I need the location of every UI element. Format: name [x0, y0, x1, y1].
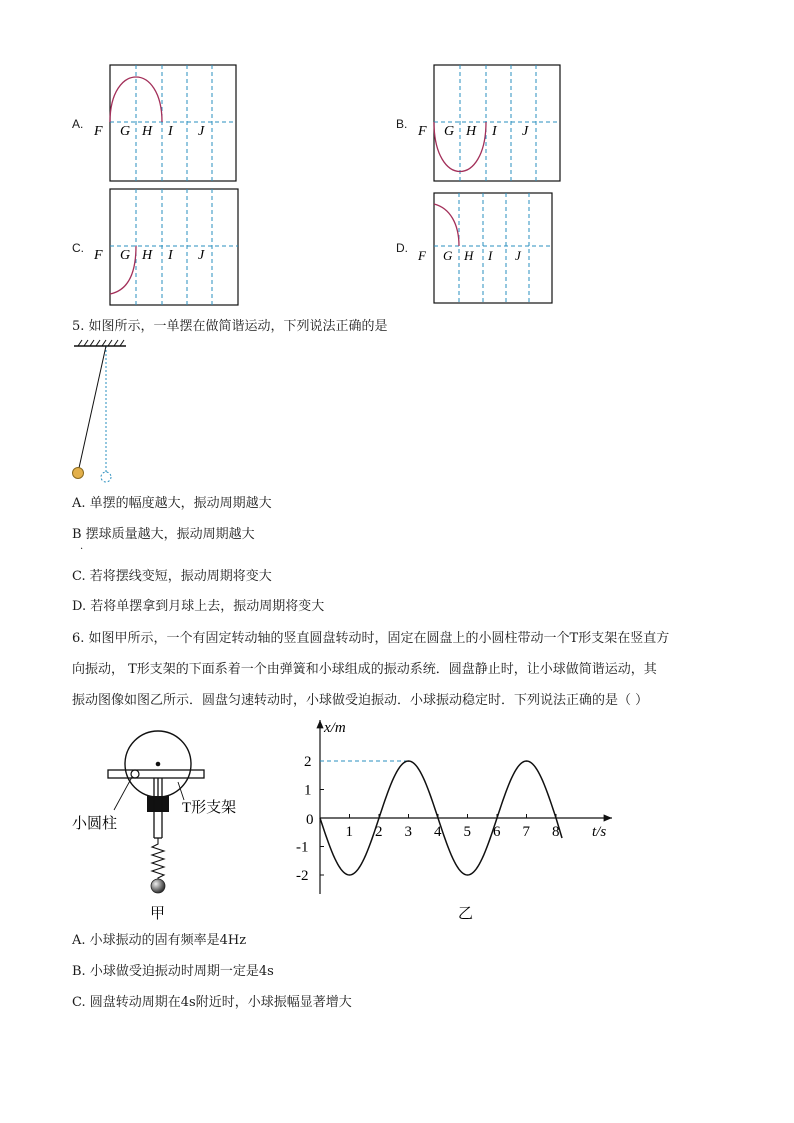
spring: [152, 838, 164, 880]
letter-i: I: [492, 124, 497, 139]
label-small-cylinder: 小圆柱: [72, 816, 118, 832]
q5-option-c: C. 若将摆线变短，振动周期将变大: [72, 569, 272, 584]
option-b-label: B.: [396, 117, 408, 131]
letter-j: J: [515, 248, 521, 263]
q5-option-d: D. 若将单摆拿到月球上去，振动周期将变大: [72, 599, 325, 614]
origin-label: 0: [306, 812, 314, 828]
caption-jia: 甲: [150, 906, 166, 922]
option-a-diagram: [88, 62, 240, 184]
y-tick-label: -2: [296, 868, 309, 884]
letter-f: F: [94, 248, 103, 263]
option-a-label: A.: [72, 117, 84, 131]
letter-i: I: [168, 248, 173, 263]
letter-j: J: [522, 124, 529, 139]
q6-option-a: A. 小球振动的固有频率是4Hz: [72, 933, 247, 948]
q5-option-b: B 摆球质量越大，振动周期越大: [72, 527, 255, 542]
ball: [151, 879, 165, 893]
x-tick-label: 3: [404, 824, 412, 840]
figure-yi-chart: [290, 714, 620, 926]
q5-option-a: A. 单摆的幅度越大，振动周期越大: [72, 496, 272, 511]
stray-mark: .: [80, 541, 84, 552]
letter-f: F: [418, 248, 426, 263]
y-tick-label: 1: [304, 782, 312, 799]
q5-stem: 5. 如图所示，一单摆在做简谐运动，下列说法正确的是: [72, 319, 388, 334]
y-tick-label: -1: [296, 839, 309, 856]
letter-i: I: [488, 248, 493, 263]
letter-h: H: [466, 124, 477, 139]
letter-g: G: [120, 124, 131, 139]
letter-f: F: [418, 124, 427, 139]
label-t-bracket: T形支架: [182, 800, 237, 816]
x-tick-label: 5: [463, 824, 471, 840]
figure-jia: [66, 724, 276, 924]
x-tick-label: 8: [552, 824, 560, 840]
guide-block: [147, 796, 169, 812]
x-tick-label: 2: [375, 824, 383, 840]
option-d-diagram: [412, 190, 556, 306]
letter-h: H: [142, 124, 153, 139]
letter-h: H: [142, 248, 153, 263]
letter-g: G: [444, 124, 455, 139]
y-tick-label: 2: [304, 754, 312, 770]
option-c-diagram: [88, 186, 242, 308]
x-axis-label: t/s: [592, 824, 607, 840]
disk-axis: [156, 762, 161, 767]
letter-j: J: [198, 124, 205, 139]
q6-stem-line-2: 向振动， T形支架的下面系着一个由弹簧和小球组成的振动系统．圆盘静止时，让小球做简谐运动，其: [72, 662, 657, 677]
x-tick-label: 7: [522, 824, 530, 840]
q6-stem-line-1: 6. 如图甲所示，一个有固定转动轴的竖直圆盘转动时，固定在圆盘上的小圆柱带动一个T形支架在竖直方: [72, 631, 670, 646]
letter-h: H: [464, 248, 474, 263]
letter-i: I: [168, 124, 173, 139]
option-d-label: D.: [396, 241, 408, 255]
x-tick-label: 4: [434, 824, 442, 840]
x-tick-label: 1: [345, 824, 353, 840]
q6-stem-line-3: 振动图像如图乙所示．圆盘匀速转动时，小球做受迫振动．小球振动稳定时．下列说法正确的是（ ）: [72, 693, 649, 708]
pendulum-diagram: [68, 338, 138, 486]
letter-f: F: [94, 124, 103, 139]
option-b-diagram: [412, 62, 564, 184]
q6-option-b: B. 小球做受迫振动时周期一定是4s: [72, 964, 274, 979]
letter-g: G: [443, 248, 453, 263]
q6-option-c: C. 圆盘转动周期在4s附近时，小球振幅显著增大: [72, 995, 352, 1010]
letter-j: J: [198, 248, 205, 263]
x-tick-label: 6: [493, 824, 501, 840]
option-c-label: C.: [72, 241, 84, 255]
letter-g: G: [120, 248, 131, 263]
small-cylinder: [131, 770, 139, 778]
caption-yi: 乙: [458, 906, 474, 922]
y-axis-label: x/m: [324, 720, 346, 736]
